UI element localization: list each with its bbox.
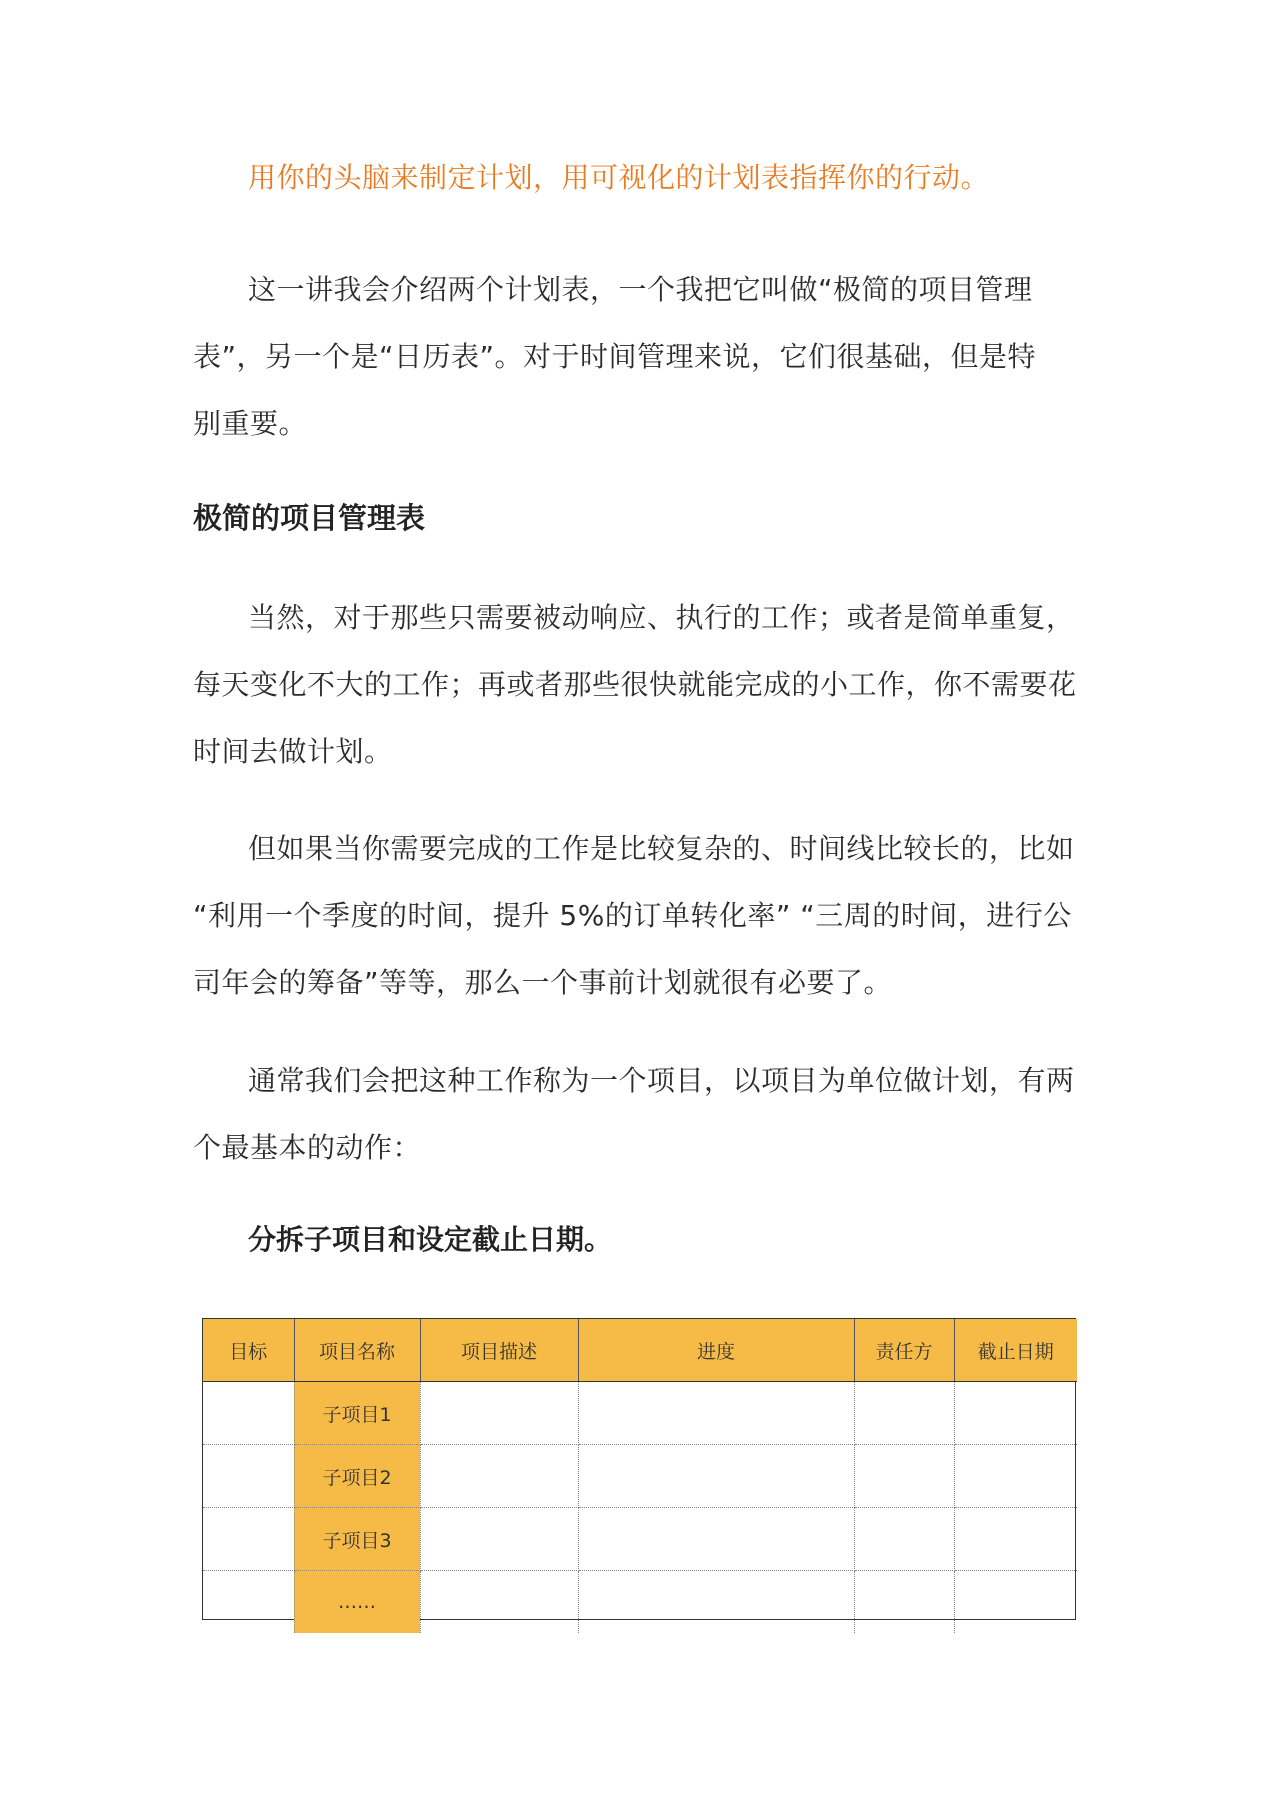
table-cell (954, 1445, 1077, 1508)
table-cell (578, 1571, 854, 1634)
text-line: 通常我们会把这种工作称为一个项目，以项目为单位做计划，有两 (248, 1064, 1075, 1097)
table-cell (420, 1445, 578, 1508)
text-line: 个最基本的动作： (193, 1131, 422, 1164)
paragraph-1 (193, 584, 1093, 785)
table-header-row (203, 1319, 1077, 1382)
table-cell (854, 1508, 954, 1571)
text-line: “利用一个季度的时间，提升 5%的订单转化率” “三周的时间，进行公 (193, 899, 1072, 932)
header-project-description: 项目描述 (420, 1319, 578, 1382)
table-cell (420, 1382, 578, 1445)
table-cell (578, 1382, 854, 1445)
highlight-quote: 用你的头脑来制定计划，用可视化的计划表指挥你的行动。 (248, 161, 990, 194)
subproject-cell: …… (294, 1571, 420, 1634)
header-progress: 进度 (578, 1319, 854, 1382)
table-cell (420, 1508, 578, 1571)
table-cell (954, 1508, 1077, 1571)
table-cell (954, 1382, 1077, 1445)
text-line: 这一讲我会介绍两个计划表，一个我把它叫做“极简的项目管理 (248, 273, 1033, 306)
text-line: 别重要。 (193, 407, 308, 440)
paragraph-3 (193, 1047, 1093, 1181)
table-cell (203, 1508, 294, 1571)
text-line: 当然，对于那些只需要被动响应、执行的工作；或者是简单重复， (248, 601, 1075, 634)
header-responsible: 责任方 (854, 1319, 954, 1382)
paragraph-2 (193, 815, 1093, 1016)
table-cell (578, 1508, 854, 1571)
table-cell (578, 1445, 854, 1508)
text-line: 但如果当你需要完成的工作是比较复杂的、时间线比较长的，比如 (248, 832, 1075, 865)
table-row (203, 1571, 1077, 1634)
table-cell (203, 1382, 294, 1445)
text-line: 司年会的筹备”等等，那么一个事前计划就很有必要了。 (193, 966, 893, 999)
table-cell (203, 1445, 294, 1508)
table-cell (854, 1382, 954, 1445)
project-management-table (202, 1318, 1076, 1620)
header-goal: 目标 (203, 1319, 294, 1382)
subproject-cell: 子项目1 (294, 1382, 420, 1445)
table-cell (854, 1445, 954, 1508)
header-project-name: 项目名称 (294, 1319, 420, 1382)
table-cell (954, 1571, 1077, 1634)
text-line: 每天变化不大的工作；再或者那些很快就能完成的小工作，你不需要花 (193, 668, 1077, 701)
text-line: 时间去做计划。 (193, 735, 393, 768)
table-row (203, 1445, 1077, 1508)
table-row (203, 1382, 1077, 1445)
subproject-cell: 子项目2 (294, 1445, 420, 1508)
text-line: 表”，另一个是“日历表”。对于时间管理来说，它们很基础，但是特 (193, 340, 1037, 373)
table-cell (854, 1571, 954, 1634)
intro-paragraph (193, 256, 1093, 457)
subproject-cell: 子项目3 (294, 1508, 420, 1571)
header-deadline: 截止日期 (954, 1319, 1077, 1382)
table-cell (420, 1571, 578, 1634)
bold-statement: 分拆子项目和设定截止日期。 (248, 1223, 613, 1256)
section-heading: 极简的项目管理表 (193, 501, 426, 535)
table-row (203, 1508, 1077, 1571)
table-cell (203, 1571, 294, 1634)
